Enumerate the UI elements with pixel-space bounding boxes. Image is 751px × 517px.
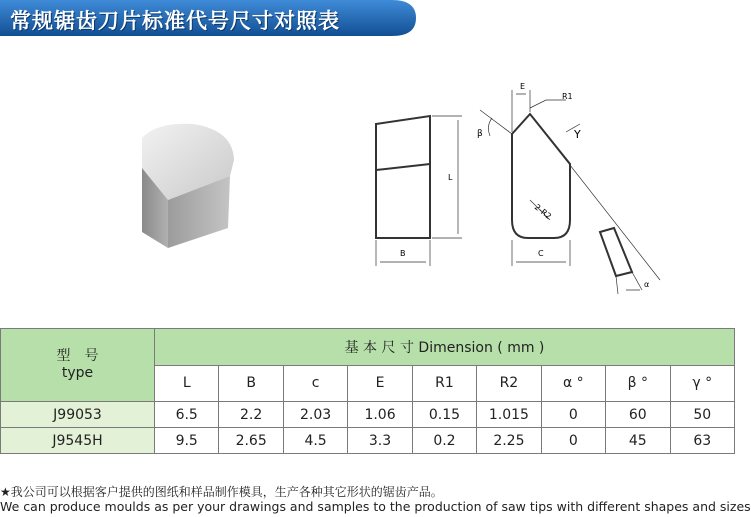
table-cell: 50 xyxy=(670,402,735,428)
label-c: C xyxy=(538,249,544,258)
table-cell: 0.15 xyxy=(412,402,476,428)
table-cell: 1.015 xyxy=(477,402,541,428)
model-cell: J99053 xyxy=(1,402,155,428)
column-header: E xyxy=(348,365,412,402)
table-cell: 60 xyxy=(606,402,670,428)
column-header: c xyxy=(283,365,347,402)
label-alpha: α xyxy=(644,280,650,289)
table-cell: 6.5 xyxy=(155,402,219,428)
dimension-header: 基 本 尺 寸 Dimension ( mm ) xyxy=(155,329,735,366)
table-cell: 2.03 xyxy=(283,402,347,428)
table-cell: 63 xyxy=(670,428,735,454)
label-beta: β xyxy=(477,129,483,139)
table-cell: 0 xyxy=(541,428,605,454)
table-cell: 2.65 xyxy=(219,428,283,454)
note-english: We can produce moulds as per your drawings and samples to the production of saw tips with different shapes and sizes xyxy=(0,499,751,514)
column-header: R2 xyxy=(477,365,541,402)
column-header: B xyxy=(219,365,283,402)
column-header: α ° xyxy=(541,365,605,402)
table-cell: 0 xyxy=(541,402,605,428)
page-title: 常规锯齿刀片标准代号尺寸对照表 xyxy=(10,9,340,33)
table-row xyxy=(1,428,735,454)
column-header: L xyxy=(155,365,219,402)
label-e: E xyxy=(520,82,526,91)
column-header: γ ° xyxy=(670,365,735,402)
table-cell: 4.5 xyxy=(283,428,347,454)
column-header: R1 xyxy=(412,365,476,402)
table-cell: 3.3 xyxy=(348,428,412,454)
table-cell: 2.2 xyxy=(219,402,283,428)
dimension-table xyxy=(0,328,735,454)
label-r1: R1 xyxy=(562,92,573,101)
technical-drawing xyxy=(370,80,670,289)
label-r2: 2-R2 xyxy=(532,202,553,222)
column-header: β ° xyxy=(606,365,670,402)
table-cell: 0.2 xyxy=(412,428,476,454)
label-b: B xyxy=(400,249,406,258)
model-cell: J9545H xyxy=(1,428,155,454)
table-cell: 1.06 xyxy=(348,402,412,428)
table-cell: 45 xyxy=(606,428,670,454)
label-gamma: Y xyxy=(574,128,581,141)
type-header-cn: 型 号 xyxy=(56,348,99,364)
table-row xyxy=(1,402,735,428)
note-chinese: ★我公司可以根据客户提供的图纸和样品制作模具，生产各种其它形状的锯齿产品。 xyxy=(0,485,443,499)
type-header-en: type xyxy=(61,365,94,381)
table-cell: 2.25 xyxy=(477,428,541,454)
saw-tip-3d-image xyxy=(138,120,238,252)
table-cell: 9.5 xyxy=(155,428,219,454)
type-header xyxy=(1,329,155,402)
label-l: L xyxy=(448,173,453,182)
